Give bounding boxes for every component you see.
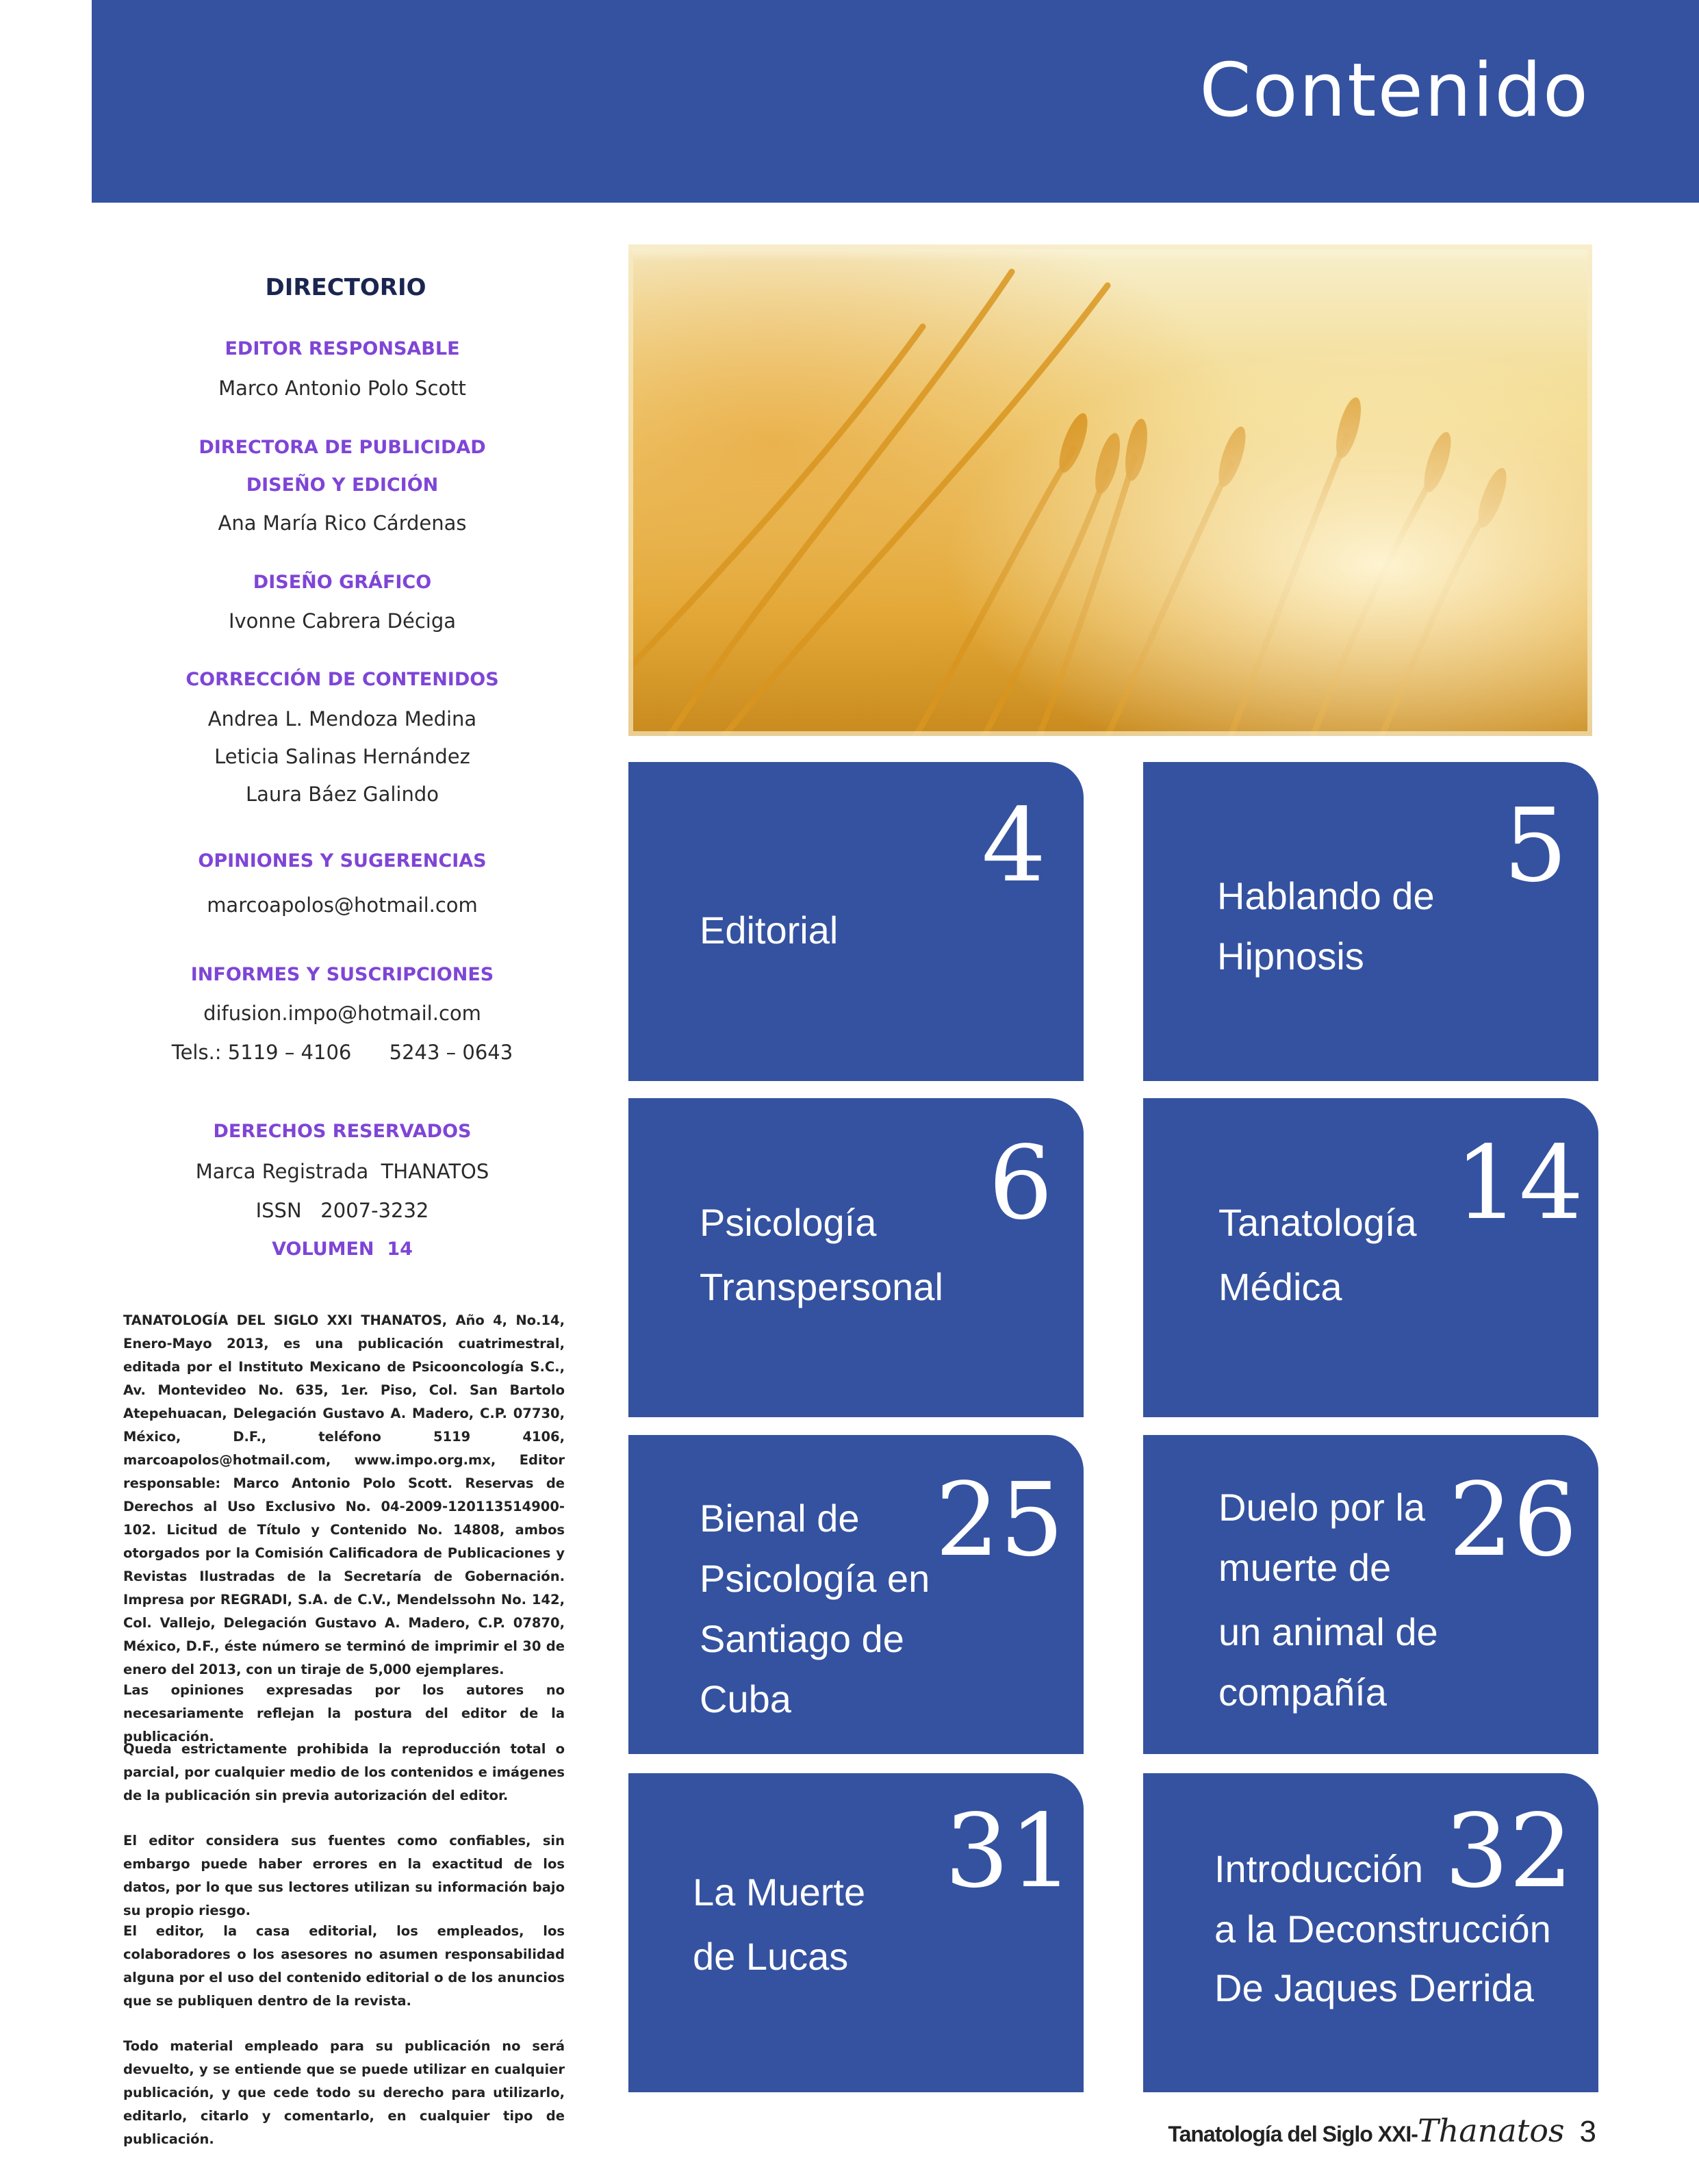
volumen: VOLUMEN 14 <box>272 1239 413 1260</box>
toc-title-line: Hablando de <box>1217 874 1435 917</box>
toc-page-number: 26 <box>1448 1461 1578 1579</box>
grafico-name: Ivonne Cabrera Déciga <box>228 609 457 633</box>
toc-page-number: 4 <box>982 787 1047 904</box>
toc-tile-la-muerte-de-lucas[interactable] <box>628 1773 1084 2092</box>
toc-tile-editorial[interactable] <box>628 762 1084 1081</box>
toc-title-line: Cuba <box>700 1677 791 1720</box>
directorio-title: DIRECTORIO <box>265 274 426 301</box>
toc-tile-tanatologia-medica[interactable] <box>1143 1098 1598 1417</box>
toc-title-line: Tanatología <box>1218 1201 1417 1244</box>
toc-title-line: de Lucas <box>693 1935 849 1978</box>
correccion-heading: CORRECCIÓN DE CONTENIDOS <box>186 669 499 690</box>
page-number: 3 <box>1579 2115 1596 2148</box>
informes-email[interactable]: difusion.impo@hotmail.com <box>203 1002 481 1025</box>
page-title: Contenido <box>1199 48 1589 134</box>
toc-tile-psicologia-transpersonal[interactable] <box>628 1098 1084 1417</box>
derechos-heading: DERECHOS RESERVADOS <box>213 1121 472 1142</box>
toc-tile-duelo-animal-compania[interactable] <box>1143 1435 1598 1754</box>
toc-title-line: Santiago de <box>700 1617 904 1660</box>
toc-title-line: Psicología <box>700 1201 877 1244</box>
publicidad-heading: DIRECTORA DE PUBLICIDAD <box>199 437 486 458</box>
magazine-name: Tanatología del Siglo XXI- <box>1168 2122 1418 2146</box>
toc-tile-deconstruccion-derrida[interactable] <box>1143 1773 1598 2092</box>
toc-title-line: Bienal de <box>700 1497 860 1540</box>
editor-name: Marco Antonio Polo Scott <box>218 377 466 400</box>
toc-page-number: 6 <box>988 1124 1053 1242</box>
toc-page-number: 5 <box>1503 787 1568 904</box>
toc-title-line: Editorial <box>700 909 839 952</box>
toc-page-number: 31 <box>945 1792 1074 1910</box>
legal-paragraph-4: El editor considera sus fuentes como confiables, sin embargo puede haber errores en la exactitud de los datos, por lo que sus lectores utilizan su información bajo su propio riesgo. <box>123 1833 565 1918</box>
legal-paragraph-2: Las opiniones expresadas por los autores no necesariamente reflejan la postura del editor de la publicación. <box>123 1682 565 1744</box>
telephone-numbers: Tels.: 5119 – 4106 5243 – 0643 <box>171 1041 513 1064</box>
editor-heading: EDITOR RESPONSABLE <box>225 338 460 359</box>
toc-title-line: Transpersonal <box>700 1265 943 1308</box>
header-band <box>92 0 1699 203</box>
toc-title-line: Psicología en <box>700 1557 930 1600</box>
toc-page-number: 14 <box>1455 1124 1584 1242</box>
correccion-name-1: Andrea L. Mendoza Medina <box>207 707 477 731</box>
page-footer <box>1168 2112 1596 2149</box>
toc-title-line: compañía <box>1218 1671 1387 1714</box>
toc-tile-hablando-de-hipnosis[interactable] <box>1143 762 1598 1081</box>
magazine-brand: Thanatos <box>1417 2112 1565 2149</box>
toc-title-line: muerte de <box>1218 1546 1392 1589</box>
legal-paragraph-3: Queda estrictamente prohibida la reproducción total o parcial, por cualquier medio de los contenidos e imágenes de la publicación sin previa autorización del editor. <box>123 1741 565 1803</box>
toc-title-line: Hipnosis <box>1217 935 1364 978</box>
toc-tile-bienal-de-psicologia[interactable] <box>628 1435 1084 1754</box>
toc-title-line: Médica <box>1218 1265 1342 1308</box>
legal-paragraph-1: TANATOLOGÍA DEL SIGLO XXI THANATOS, Año 4, No.14, Enero-Mayo 2013, es una publicación cuatrimestral, editada por el Instituto Mexicano de Psicooncología S.C., Av. Montevideo No. 635, 1er. Piso, Col. San Bartolo Atepehuacan, Delegación Gustavo A. Madero, C.P. 07730, México, D.F., teléfono 5119 4106, marcoapolos@hotmail.com, www.impo.org.mx, Editor responsable: Marco Antonio Polo Scott. Reservas de Derechos al Uso Exclusivo No. 04-2009-120113514900-102. Licitud de Título y Contenido No. 14808, ambos otorgados por la Comisión Calificadora de Publicaciones y Revistas Ilustradas de la Secretaría de Gobernación. Impresa por REGRADI, S.A. de C.V., Mendelssohn No. 142, Col. Vallejo, Delegación Gustavo A. Madero, C.P. 07870, México, D.F., éste número se terminó de imprimir el 30 de enero del 2013, con un tiraje de 5,000 ejemplares. <box>123 1312 565 1677</box>
opiniones-heading: OPINIONES Y SUGERENCIAS <box>198 850 487 872</box>
toc-title-line: De Jaques Derrida <box>1214 1966 1534 2009</box>
toc-page-number: 32 <box>1444 1792 1574 1910</box>
toc-title-line: La Muerte <box>693 1870 866 1914</box>
diseno-edicion-name: Ana María Rico Cárdenas <box>218 511 467 535</box>
toc-title-line: Duelo por la <box>1218 1486 1425 1529</box>
legal-paragraph-5: El editor, la casa editorial, los empleados, los colaboradores o los asesores no asumen responsabilidad alguna por el uso del contenido editorial o de los anuncios que se publiquen dentro de la revista. <box>123 1923 565 2009</box>
informes-heading: INFORMES Y SUSCRIPCIONES <box>190 964 494 985</box>
issn: ISSN 2007-3232 <box>255 1199 429 1222</box>
toc-page-number: 25 <box>935 1461 1064 1579</box>
legal-paragraph-6: Todo material empleado para su publicación no será devuelto, y se entiende que se puede utilizar en cualquier publicación, y que cede todo su derecho para utilizarlo, editarlo, citarlo y comentarlo, en cualquier tipo de publicación. <box>123 2038 565 2147</box>
correccion-name-2: Leticia Salinas Hernández <box>214 745 470 768</box>
marca-registrada: Marca Registrada THANATOS <box>195 1160 489 1183</box>
toc-title-line: a la Deconstrucción <box>1214 1907 1551 1951</box>
opiniones-email[interactable]: marcoapolos@hotmail.com <box>207 893 478 917</box>
cover-photo-golden-flowers <box>628 244 1592 736</box>
grafico-heading: DISEÑO GRÁFICO <box>253 572 432 593</box>
correccion-name-3: Laura Báez Galindo <box>245 783 439 806</box>
toc-title-line: Introducción <box>1214 1847 1424 1890</box>
toc-title-line: un animal de <box>1218 1610 1438 1653</box>
diseno-edicion-heading: DISEÑO Y EDICIÓN <box>246 474 439 496</box>
